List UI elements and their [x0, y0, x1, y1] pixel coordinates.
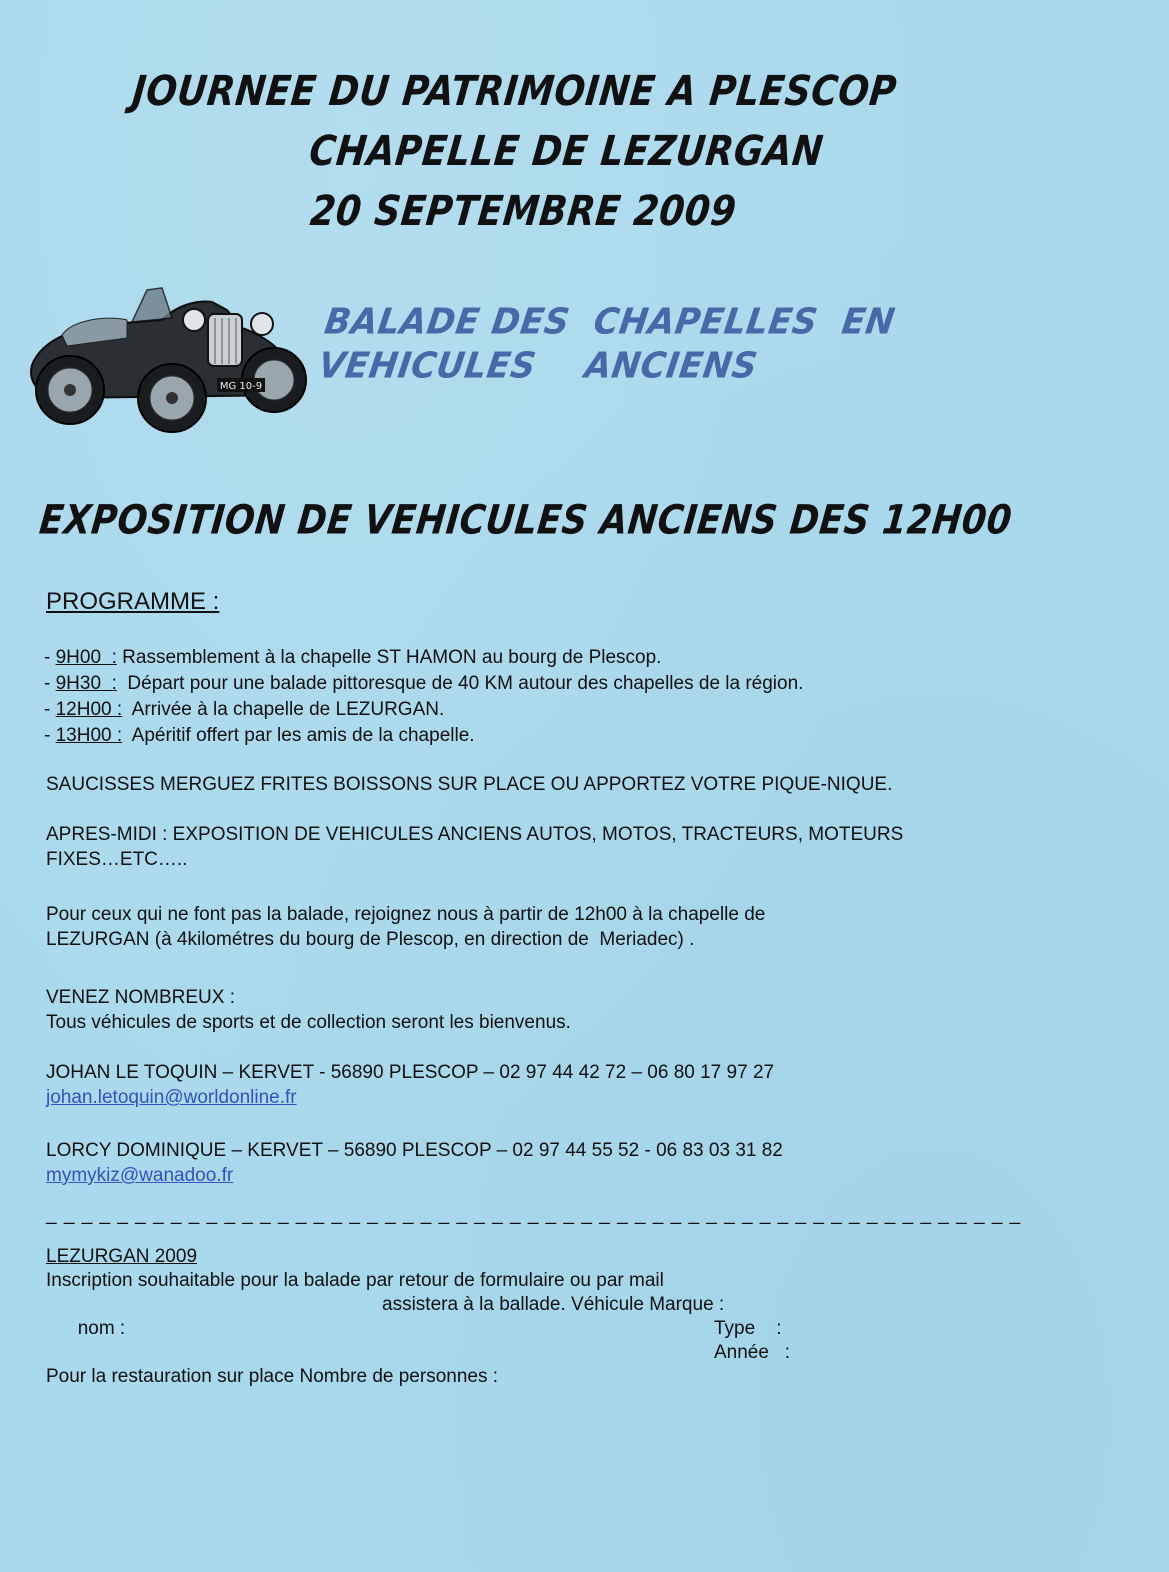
- cut-line-separator: _ _ _ _ _ _ _ _ _ _ _ _ _ _ _ _ _ _ _ _ _ _ _ _ _ _ _ _ _ _ _ _ _ _ _ _ _ _ _ _ _ _ _ _ _ _ _ _ _ _ _ _ _ _ _: [46, 1204, 1022, 1225]
- schedule-text: Arrivée à la chapelle de LEZURGAN.: [122, 699, 445, 720]
- vehicle-type-field-label[interactable]: Type :: [714, 1318, 782, 1339]
- contact-johan: [46, 1060, 1106, 1110]
- event-date: 20 SEPTEMBRE 2009: [308, 188, 739, 236]
- email-link[interactable]: mymykiz@wanadoo.fr: [46, 1165, 234, 1186]
- car-plate: MG 10-9: [219, 381, 263, 392]
- schedule-text: Rassemblement à la chapelle ST HAMON au bourg de Plescop.: [116, 647, 662, 668]
- schedule-text: Départ pour une balade pittoresque de 40 KM autour des chapelles de la région.: [116, 673, 804, 694]
- schedule-item: - 9H00 : Rassemblement à la chapelle ST HAMON au bourg de Plescop.: [44, 647, 662, 668]
- programme-heading: PROGRAMME :: [46, 588, 220, 615]
- schedule-time: 9H30 :: [55, 673, 117, 694]
- balade-heading: [316, 300, 898, 388]
- event-title: JOURNEE DU PATRIMOINE A PLESCOP: [130, 68, 899, 116]
- form-heading: LEZURGAN 2009: [46, 1246, 198, 1267]
- vehicle-brand-field-label[interactable]: assistera à la ballade. Véhicule Marque :: [382, 1294, 725, 1315]
- schedule-text: Apéritif offert par les amis de la chapelle.: [122, 725, 475, 746]
- email-link[interactable]: johan.letoquin@worldonline.fr: [46, 1087, 297, 1108]
- balade-line-2: VEHICULES ANCIENS: [315, 345, 761, 388]
- schedule-time: 12H00 :: [55, 699, 123, 720]
- schedule-item: - 9H30 : Départ pour une balade pittoresque de 40 KM autour des chapelles de la région.: [44, 673, 804, 694]
- afternoon-notice: APRES-MIDI : EXPOSITION DE VEHICULES ANCIENS AUTOS, MOTOS, TRACTEURS, MOTEURS FIXES…ETC…..: [46, 824, 904, 870]
- welcome-notice: VENEZ NOMBREUX : Tous véhicules de sports et de collection seront les bienvenus.: [46, 987, 571, 1033]
- nom-field-label[interactable]: nom :: [77, 1318, 126, 1339]
- registration-form: [46, 1245, 1106, 1389]
- contact-details: LORCY DOMINIQUE – KERVET – 56890 PLESCOP – 02 97 44 55 52 - 06 83 03 31 82: [46, 1140, 783, 1161]
- exposition-heading: EXPOSITION DE VEHICULES ANCIENS DES 12H00: [37, 498, 1015, 544]
- vintage-car-photo: [12, 280, 312, 440]
- programme-schedule: [44, 645, 803, 749]
- balade-line-1: BALADE DES CHAPELLES EN: [321, 301, 898, 344]
- event-location: CHAPELLE DE LEZURGAN: [307, 128, 826, 176]
- schedule-time: 13H00 :: [55, 725, 123, 746]
- contact-lorcy: [46, 1138, 1106, 1188]
- form-intro: Inscription souhaitable pour la balade par retour de formulaire ou par mail: [46, 1270, 664, 1291]
- restauration-field-label[interactable]: Pour la restauration sur place Nombre de personnes :: [46, 1366, 499, 1387]
- non-participant-notice: Pour ceux qui ne font pas la balade, rejoignez nous à partir de 12h00 à la chapelle de LEZURGAN (à 4kilométres du bourg de Plescop, en direction de Meriadec) .: [46, 904, 766, 950]
- schedule-item: - 13H00 : Apéritif offert par les amis de la chapelle.: [44, 725, 475, 746]
- contact-details: JOHAN LE TOQUIN – KERVET - 56890 PLESCOP – 02 97 44 42 72 – 06 80 17 97 27: [46, 1062, 775, 1083]
- food-notice: SAUCISSES MERGUEZ FRITES BOISSONS SUR PLACE OU APPORTEZ VOTRE PIQUE-NIQUE.: [46, 774, 893, 795]
- schedule-item: - 12H00 : Arrivée à la chapelle de LEZURGAN.: [44, 699, 445, 720]
- schedule-time: 9H00 :: [55, 647, 117, 668]
- vehicle-year-field-label[interactable]: Année :: [714, 1342, 791, 1363]
